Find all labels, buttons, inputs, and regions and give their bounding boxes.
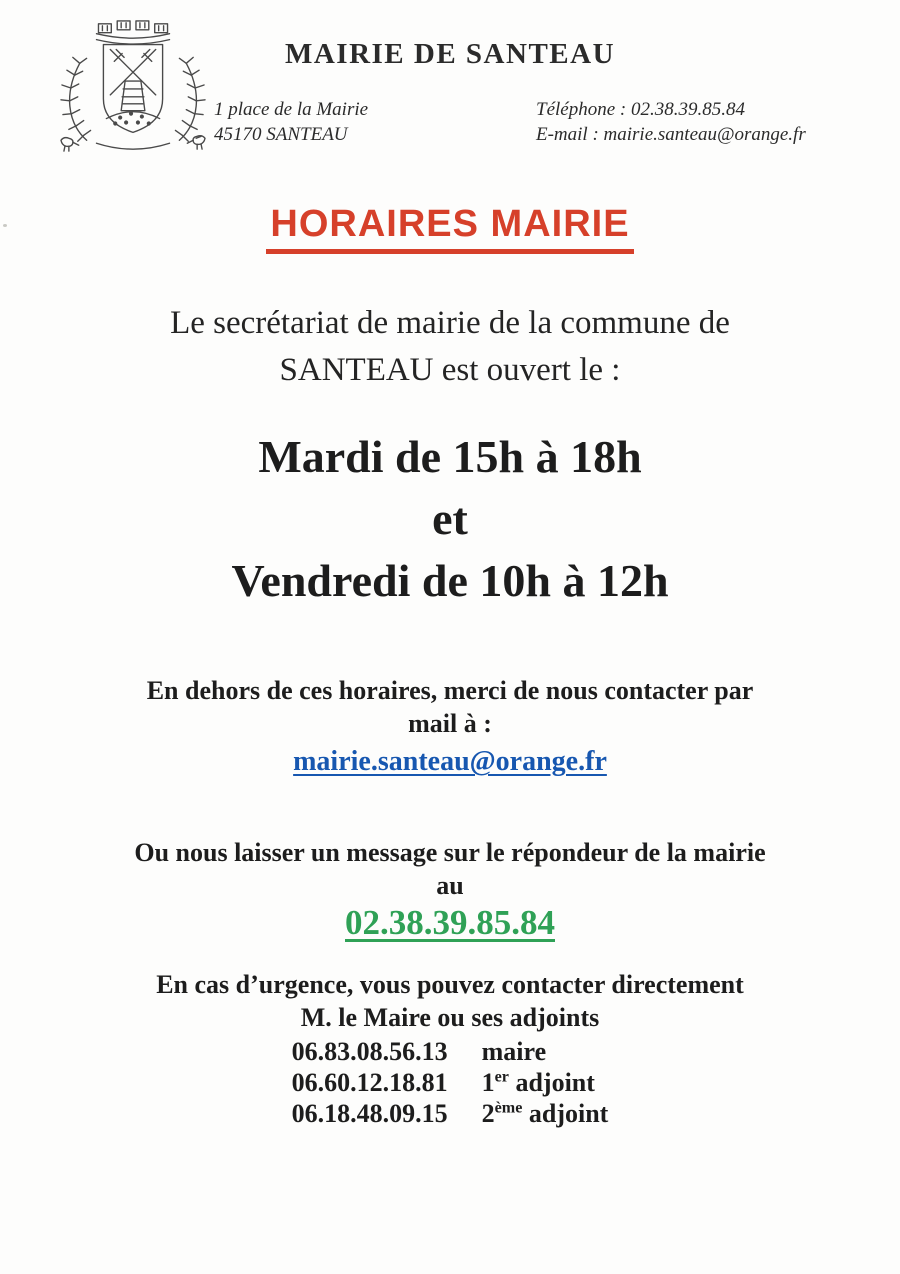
header-email-line: E-mail : mairie.santeau@orange.fr	[536, 124, 806, 145]
intro-line-2: SANTEAU est ouvert le :	[279, 352, 621, 388]
answering-machine-info	[0, 836, 900, 942]
contact-number-2nd-adjoint: 06.18.48.09.15	[291, 1099, 448, 1128]
address-line-1: 1 place de la Mairie	[214, 99, 369, 120]
phone-link[interactable]: 02.38.39.85.84	[345, 903, 555, 942]
intro-text	[0, 300, 900, 394]
mail-info-line-2: mail à :	[408, 709, 492, 738]
contact-number-maire: 06.83.08.56.13	[291, 1037, 448, 1066]
hours-line-et: et	[432, 493, 468, 544]
opening-hours	[0, 426, 900, 612]
email-link[interactable]: mairie.santeau@orange.fr	[293, 746, 607, 777]
mail-contact-info	[0, 674, 900, 778]
windmill-coat-of-arms-icon	[46, 12, 221, 160]
coat-of-arms-logo	[46, 12, 221, 160]
contact-role-1st-adjoint: 1er adjoint	[481, 1068, 595, 1097]
mail-info-line-1: En dehors de ces horaires, merci de nous contacter par	[146, 676, 754, 705]
emergency-line-2: M. le Maire ou ses adjoints	[300, 1003, 600, 1032]
header-contact-block	[536, 97, 806, 147]
header-phone-line: Téléphone : 02.38.39.85.84	[536, 99, 745, 120]
page-title-text: HORAIRES MAIRIE	[266, 203, 633, 254]
emergency-contact-info	[0, 968, 900, 1129]
address-block	[214, 97, 368, 147]
scan-speck	[3, 224, 7, 227]
answering-line-2: au	[436, 871, 464, 900]
hours-line-friday: Vendredi de 10h à 12h	[231, 555, 669, 606]
org-name: MAIRIE DE SANTEAU	[284, 38, 616, 70]
intro-line-1: Le secrétariat de mairie de la commune de	[170, 305, 730, 341]
contact-number-1st-adjoint: 06.60.12.18.81	[291, 1068, 448, 1097]
emergency-line-1: En cas d’urgence, vous pouvez contacter directement	[156, 970, 744, 999]
address-line-2: 45170 SANTEAU	[214, 124, 348, 145]
answering-line-1: Ou nous laisser un message sur le répondeur de la mairie	[134, 838, 766, 867]
page-title	[0, 203, 900, 254]
emergency-contact-table	[292, 1036, 609, 1129]
contact-role-maire: maire	[481, 1037, 547, 1066]
hours-line-tuesday: Mardi de 15h à 18h	[258, 431, 642, 482]
contact-role-2nd-adjoint: 2ème adjoint	[481, 1099, 609, 1128]
